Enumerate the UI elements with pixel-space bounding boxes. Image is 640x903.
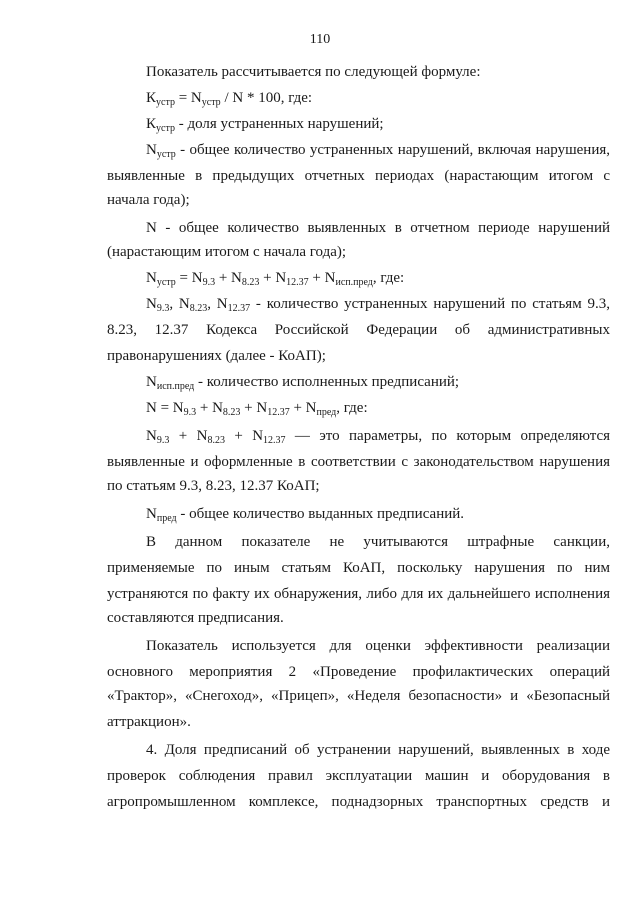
- p13-l4: аттракцион».: [107, 714, 191, 730]
- def-n-pred: $N_{пред}$ - общее количество выданных предписаний.: [146, 506, 465, 524]
- def-n-articles-l3: правонарушениях (далее - КоАП);: [107, 348, 326, 364]
- def-params-l1: $N_{9.3} + N_{8.23} + N_{12.37}$ — это параметры, по которым определяются: [146, 428, 611, 446]
- def-n-ustr-l3: начала года);: [107, 192, 190, 208]
- p12-l4: составляются предписания.: [107, 610, 284, 626]
- p13-l1: Показатель используется для оценки эффективности реализации: [146, 638, 610, 654]
- p1-line: Показатель рассчитывается по следующей формуле:: [146, 64, 481, 80]
- p13-l3: «Трактор», «Снегоход», «Прицеп», «Неделя безопасности» и «Безопасный: [107, 688, 610, 704]
- def-n-articles-l1: $N_{9.3}$, $N_{8.23}$, $N_{12.37}$ - количество устраненных нарушений по статьям 9.3,: [146, 296, 610, 314]
- def-n-isp-pred: $N_{исп.пред}$ - количество исполненных предписаний;: [146, 374, 460, 392]
- def-n-ustr-l1: $N_{устр}$ - общее количество устраненных нарушений, включая нарушения,: [146, 142, 610, 160]
- def-params-l3: по статьям 9.3, 8.23, 12.37 КоАП;: [107, 478, 320, 494]
- def-n-l2: (нарастающим итогом с начала года);: [107, 244, 347, 260]
- def-n-l1: N - общее количество выявленных в отчетном периоде нарушений: [146, 220, 610, 236]
- formula-n-ustr: $N_{устр} = N_{9.3} + N_{8.23} + N_{12.37} + N_{исп.пред}$, где:: [146, 270, 405, 288]
- p12-l3: устраняются по факту их обнаружения, либо для их дальнейшего исполнения: [107, 586, 610, 602]
- p14-l2: проверок соблюдения правил эксплуатации машин и оборудования в: [107, 768, 610, 784]
- p13-l2: основного мероприятия 2 «Проведение профилактических операций: [107, 664, 610, 680]
- def-params-l2: выявленные и оформленные в соответствии с законодательством нарушения: [107, 454, 610, 470]
- p14-l3: агропромышленном комплексе, поднадзорных транспортных средств и: [107, 794, 610, 810]
- formula-n: $N = N_{9.3} + N_{8.23} + N_{12.37} + N_{пред}$, где:: [146, 400, 368, 418]
- def-k-ustr: $К_{устр}$ - доля устраненных нарушений;: [146, 116, 384, 134]
- def-n-articles-l2: 8.23, 12.37 Кодекса Российской Федерации об административных: [107, 322, 610, 338]
- formula-k-ustr: $К_{устр} = N_{устр} / N * 100$, где:: [146, 90, 313, 108]
- p12-l2: применяемые по иным статьям КоАП, поскольку нарушения по ним: [107, 560, 610, 576]
- p12-l1: В данном показателе не учитываются штрафные санкции,: [146, 534, 610, 550]
- p14-l1: 4. Доля предписаний об устранении нарушений, выявленных в ходе: [146, 742, 610, 758]
- page-number: 110: [309, 32, 331, 47]
- def-n-ustr-l2: выявленные в предыдущих отчетных периодах (нарастающим итогом с: [107, 168, 610, 184]
